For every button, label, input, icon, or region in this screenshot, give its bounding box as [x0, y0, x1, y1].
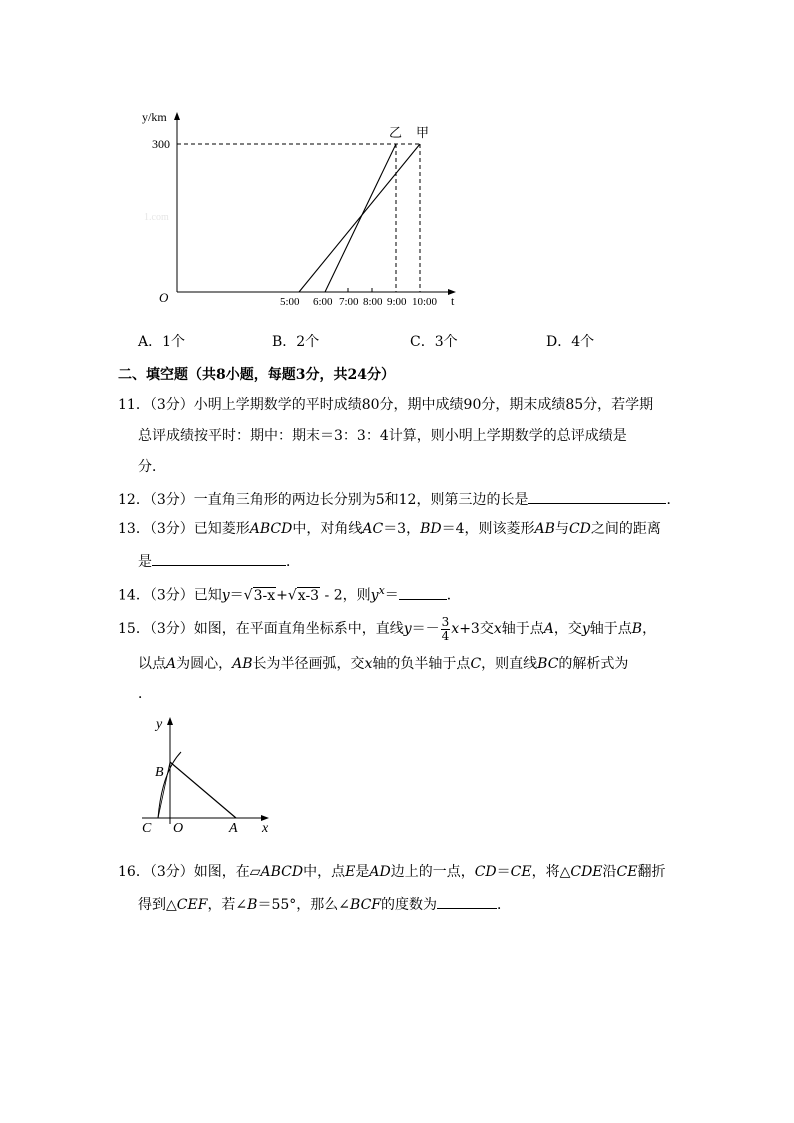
q15-t9: 长为半径画弧，交: [252, 656, 365, 672]
q15-C: C: [470, 656, 482, 672]
q14-end: ．: [446, 587, 461, 604]
q14-root1: 3-x: [253, 587, 276, 604]
label-O: O: [173, 821, 184, 836]
q14-root2: x-3: [297, 587, 320, 604]
option-a: A．1个: [138, 334, 186, 350]
q16-t6: ，将△: [531, 864, 571, 880]
q13-t4: ＝4，则该菱形: [441, 521, 535, 537]
q13-t6: 之间的距离: [590, 521, 661, 537]
q15-x: x: [451, 621, 460, 637]
x-tick-6: 6:00: [313, 296, 333, 308]
q16-end: ．: [497, 897, 511, 913]
q15-x2: x: [493, 621, 502, 637]
q13-bd: BD: [420, 521, 442, 537]
q15-t12: 的解析式为: [558, 656, 629, 672]
q12-end: ．: [666, 492, 681, 508]
q16-CDE: CDE: [570, 864, 603, 880]
q15-y: y: [403, 621, 412, 637]
q16-line2: [138, 894, 511, 914]
distance-time-graph: [130, 105, 470, 320]
option-c: C．3个: [410, 334, 458, 350]
q14-y: y: [221, 587, 230, 604]
q15-eq: ＝－: [411, 621, 440, 637]
sqrt-sign-2: √: [287, 587, 297, 604]
q13-ac: AC: [362, 521, 384, 537]
q15-frac-den: 4: [441, 628, 450, 643]
label-A: A: [229, 821, 238, 836]
q14-eq2: ＝: [384, 587, 399, 604]
q13-t5: 与: [554, 521, 569, 537]
q15-y2: y: [581, 621, 590, 637]
q15-x3: x: [364, 656, 373, 672]
q14-plus: +: [276, 587, 288, 604]
q16-number: 16．: [118, 864, 150, 880]
q14-t1: （3分）已知: [149, 587, 222, 604]
q15-t11: ，则直线: [481, 656, 538, 672]
q16-t3: 是: [355, 864, 370, 880]
q14-yx-base: y: [370, 587, 379, 604]
q15-t4: ，交: [553, 621, 582, 637]
q13-abcd: ABCD: [249, 521, 293, 537]
label-B: B: [155, 765, 164, 780]
q13-t7: 是: [138, 554, 152, 570]
q13-end: ．: [286, 554, 300, 570]
q16-t5: ＝: [496, 864, 511, 880]
q15-AB: AB: [232, 656, 253, 672]
q16-AD: AD: [369, 864, 391, 880]
q15-t6: ，: [642, 621, 657, 637]
origin-label: O: [159, 290, 169, 305]
q16-line1: [118, 863, 665, 881]
q16-CEF: CEF: [176, 897, 208, 913]
x-axis-label: t: [451, 294, 455, 308]
q15-line1: [118, 615, 656, 643]
q16-t10: ，若∠: [207, 897, 248, 913]
q16-answer-blank[interactable]: [437, 894, 497, 909]
segment-ab: [170, 762, 236, 818]
q13-line2: [138, 551, 300, 571]
q16-CD: CD: [474, 864, 497, 880]
q13-line1: [118, 520, 661, 538]
q16-t8: 翻折: [637, 864, 666, 880]
q16-t9: 得到△: [138, 897, 177, 913]
q11-text-1: （3分）小明上学期数学的平时成绩80分，期中成绩90分，期末成绩85分，若学期: [149, 397, 654, 413]
y-axis-2-arrow: [167, 717, 173, 725]
q13-cd: CD: [568, 521, 591, 537]
option-d: D．4个: [546, 334, 595, 350]
line-label-jia: 甲: [416, 125, 430, 140]
q15-t3: 轴于点: [501, 621, 544, 637]
q14-number: 14．: [118, 587, 150, 604]
q15-number: 15．: [118, 621, 150, 637]
sqrt-sign-1: √: [243, 587, 253, 604]
q16-t11: ＝55°，那么∠: [257, 897, 351, 913]
q14-t2: - 2，则: [320, 587, 371, 604]
q16-E: E: [345, 864, 356, 880]
q13-answer-blank[interactable]: [152, 551, 286, 566]
q13-number: 13．: [118, 521, 150, 537]
y-axis-label: y/km: [142, 110, 167, 124]
q13-t2: 中，对角线: [292, 521, 363, 537]
q16-t12: 的度数为: [381, 897, 437, 913]
q13-ab: AB: [534, 521, 555, 537]
q15-B: B: [631, 621, 643, 637]
section-title: 二、填空题（共8小题，每题3分，共24分）: [118, 367, 395, 383]
q15-frac-num: 3: [441, 614, 450, 629]
q15-fraction: [441, 616, 451, 643]
q16-CE2: CE: [616, 864, 638, 880]
q11-number: 11．: [118, 397, 150, 413]
q16-t1: （3分）如图，在▱: [149, 864, 261, 880]
q16-t4: 边上的一点，: [390, 864, 475, 880]
q16-B: B: [247, 897, 258, 913]
q16-t7: 沿: [602, 864, 617, 880]
q14-eq: ＝: [229, 587, 244, 604]
q12: [118, 489, 680, 509]
q15-t2: +3交: [459, 621, 494, 637]
q12-number: 12．: [118, 492, 150, 508]
q14: [118, 582, 461, 605]
q12-answer-blank[interactable]: [528, 489, 666, 504]
q12-text: （3分）一直角三角形的两边长分别为5和12，则第三边的长是: [149, 492, 529, 508]
q16-CE: CE: [510, 864, 532, 880]
y-axis-arrow: [174, 112, 180, 120]
q13-t3: ＝3，: [383, 521, 421, 537]
line-label-yi: 乙: [389, 125, 403, 140]
q11-line2: 总评成绩按平时：期中：期末＝3：3：4计算，则小明上学期数学的总评成绩是: [138, 428, 627, 444]
q13-t1: （3分）已知菱形: [149, 521, 250, 537]
coordinate-figure: [136, 712, 278, 838]
x-tick-10: 10:00: [412, 296, 438, 308]
q15-A2: A: [166, 656, 177, 672]
q15-line3: ．: [138, 686, 152, 702]
label-C: C: [142, 821, 152, 836]
label-x: x: [262, 821, 269, 836]
q15-t7: 以点: [138, 656, 166, 672]
q16-abcd: ABCD: [260, 864, 304, 880]
q15-line2: [138, 655, 628, 673]
q15-BC: BC: [537, 656, 559, 672]
x-tick-5: 5:00: [280, 296, 300, 308]
q11-line1: [118, 396, 653, 414]
q15-t10: 轴的负半轴于点: [372, 656, 471, 672]
option-b: B．2个: [272, 334, 320, 350]
q16-t2: 中，点: [303, 864, 346, 880]
line-yi: [325, 144, 396, 292]
x-tick-8: 8:00: [363, 296, 383, 308]
label-y: y: [156, 717, 163, 732]
q15-t5: 轴于点: [589, 621, 632, 637]
y-tick-300: 300: [152, 137, 170, 151]
q14-answer-blank[interactable]: [399, 585, 447, 600]
x-tick-9: 9:00: [387, 296, 407, 308]
q15-A: A: [543, 621, 554, 637]
x-tick-7: 7:00: [339, 296, 359, 308]
q11-line3: 分．: [138, 459, 166, 475]
watermark: 1.com: [144, 212, 169, 223]
q15-t8: 为圆心，: [176, 656, 233, 672]
q14-yx-exp: x: [378, 584, 385, 597]
line-jia: [299, 144, 420, 292]
q16-BCF: BCF: [350, 897, 381, 913]
q15-t1: （3分）如图，在平面直角坐标系中，直线: [149, 621, 404, 637]
